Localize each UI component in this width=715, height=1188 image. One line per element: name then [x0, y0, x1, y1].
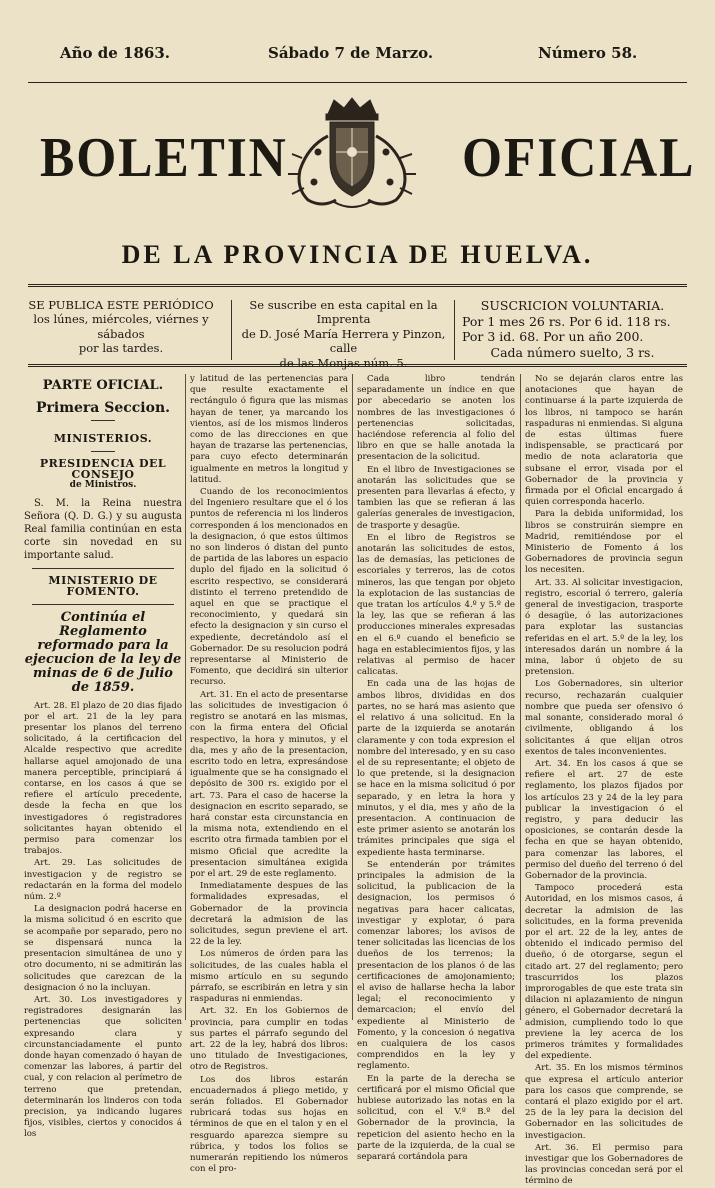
- divider: [454, 300, 455, 360]
- info-line: SUSCRICION VOLUNTARIA.: [480, 298, 665, 313]
- info-line: SE PUBLICA ESTE PERIÓDICO: [28, 298, 214, 312]
- column-3: [357, 374, 515, 1163]
- paragraph: Art. 30. Los investigadores y registradores designarán las pertenencias que soliciten expresando clara y circunstanciadamente el punto donde hayan comenzado ó hayan de comenzar las labores, á partir del cual, y con relacion al perímetro de terreno que pretendan, determinarán los linderos con toda precision, ya indicando lugares fijos, visibles, ciertos y conocidos á los: [24, 994, 182, 1140]
- info-line: de las Monjas núm. 5.: [279, 355, 408, 370]
- paragraph: Art. 29. Las solicitudes de investigacion y de registro se redactarán en la forma del modelo núm. 2.º: [24, 858, 182, 903]
- paragraph: Art. 33. Al solicitar investigacion, registro, escorial ó terrero, galería general de investigacion, trasporte ó desagüe, ó las autorizaciones para explotar las sustancias referidas en el art. 5.º de la ley, los interesados darán un nombre á la mina, labor ú objeto de su pretension.: [525, 577, 683, 678]
- column-divider: [520, 374, 521, 1020]
- paragraph: Los Gobernadores, sin ulterior recurso, rechazarán cualquier nombre que pueda ser ofensivo ó mal sonante, considerado moral ó civilmente, obligando á los solicitantes á que elijan otros exentos de tales inconvenientes.: [525, 679, 683, 757]
- title-left: BOLETIN: [40, 127, 288, 189]
- ministros-subheading: de Ministros.: [69, 480, 137, 491]
- paragraph: Los números de órden para las solicitudes, de las cuales habla el mismo artículo en su segundo párrafo, se escribirán en letra y sin raspaduras ni enmiendas.: [190, 949, 348, 1005]
- paragraph: Tampoco procederá esta Autoridad, en los mismos casos, á decretar la admision de las solicitudes, en la forma prevenida por el art. 22 de la ley, antes de obtenido el indicado permiso del dueño, ó de otorgarse, segun el citado art. 27 del reglamento; pero trascurridos los plazos improrogables de que este trata sin dilacion ni aplazamiento de ningun género, el Gobernador decretará la admision, cumpliendo todo lo que previene la ley acerca de los primeros trámites y formalidades del expediente.: [525, 883, 683, 1062]
- info-line: Por 3 id. 68. Por un año 200.: [462, 329, 644, 345]
- paragraph: No se dejarán claros entre las anotaciones que hayan de continuarse á la parte izquierda de los libros, ni tampoco se harán raspaduras ni enmiendas. Si alguna de estas últimas fuere indispensable, se practicará por medio de nota aclaratoria que subsane el error, visada por el Gobernador de la provincia y firmada por el Oficial encargado á quien corresponda hacerlo.: [525, 374, 683, 508]
- paragraph: En cada una de las hojas de ambos libros, divididas en dos partes, no se hará mas asiento que el relativo á una solicitud. En la parte de la izquierda se anotarán claramente y con toda expresion el nombre del interesado, y en su caso el de su representante; el objeto de lo que pretende, si la designacion se hace en la misma solicitud ó por separado, y en letra la hora y minutos, y el dia, mes y año de la presentacion. A continuacion de este primer asiento se anotarán los trámites principales que siga el expediente hasta terminarse.: [357, 679, 515, 858]
- section-heading: PARTE OFICIAL.: [42, 378, 164, 393]
- paragraph: En la parte de la derecha se certificará por el mismo Oficial que hubiese autorizado las notas en la solicitud, con el V.º B.º del Gobernador de la provincia, la repeticion del asiento hecho en la parte de la izquierda, de la cual se separará cortándola para: [357, 1073, 515, 1163]
- ministerios-heading: MINISTERIOS.: [53, 432, 153, 446]
- column-2: [190, 374, 348, 1175]
- info-line: Se suscribe en esta capital en la Imprenta: [249, 298, 438, 327]
- header-bottom-rule: [28, 364, 687, 367]
- title-right: OFICIAL: [462, 127, 696, 189]
- divider: [32, 604, 174, 605]
- column-4: [525, 374, 683, 1187]
- paragraph: Art. 32. En los Gobiernos de provincia, para cumplir en todas sus partes el párrafo segundo del art. 22 de la ley, habrá dos libros: uno titulado de Investigaciones, otro de Registros.: [190, 1006, 348, 1073]
- subtitle: DE LA PROVINCIA DE HUELVA.: [121, 240, 594, 269]
- divider: [91, 451, 115, 452]
- paragraph: Inmediatamente despues de las formalidades expresadas, el Gobernador de la provincia decretará la admision de las solicitudes, segun previene el art. 22 de la ley.: [190, 881, 348, 948]
- column-divider: [352, 374, 353, 1020]
- paragraph: Art. 34. En los casos á que se refiere el art. 27 de este reglamento, los plazos fijados por los artículos 23 y 24 de la ley para publicar la investigacion ó el registro, y para deducir las oposiciones, se contarán desde la fecha en que se hayan obtenido, para comenzar las labores, el permiso del dueño del terreno ó del Gobernador de la provincia.: [525, 758, 683, 881]
- paragraph: Art. 31. En el acto de presentarse las solicitudes de investigacion ó registro se anotará en las mismas, con la firma entera del Oficial respectivo, la hora y minutos, y el dia, mes y año de la presentacion, escrito todo en letra, expresándose igualmente que se ha consignado el depósito de 300 rs. exigido por el art. 73. Para el caso de hacerse la designacion en escrito separado, se hará constar esta circunstancia en la misma nota, extendiendo en el escrito otra firmada tambien por el mismo Oficial que acredite la presentacion simultánea exigida por el art. 29 de este reglamento.: [190, 689, 348, 879]
- top-rule: [28, 82, 687, 83]
- divider: [231, 300, 232, 360]
- info-line: Cada número suelto, 3 rs.: [490, 344, 655, 360]
- info-line: los lúnes, miércoles, viérnes y sábados: [33, 312, 209, 341]
- info-line: por las tardes.: [78, 341, 164, 356]
- paragraph: Los dos libros estarán encuadernados á pliego metido, y serán foliados. El Gobernador rubricará todas sus hojas en términos de que en el talon y en el resguardo aparezca siempre su rúbrica, y todos los folios se numerarán repitiendo los números con el pro-: [190, 1074, 348, 1175]
- year-label: Año de 1863.: [60, 44, 170, 62]
- issue-number: Número 58.: [538, 44, 638, 62]
- paragraph: Art. 36. El permiso para investigar que los Gobernadores de las provincias concedan será por el término de: [525, 1142, 683, 1187]
- column-1: [24, 374, 182, 1140]
- paragraph: Art. 35. En los mismos términos que expresa el artículo anterior para los casos que comprende, se contará el plazo exigido por el art. 25 de la ley para la decision del Gobernador en las solicitudes de investigacion.: [525, 1063, 683, 1141]
- info-line: de D. José María Herrera y Pinzon, calle: [241, 326, 446, 356]
- presidencia-heading: PRESIDENCIA DEL CONSEJO: [39, 456, 167, 481]
- date-label: Sábado 7 de Marzo.: [268, 44, 434, 62]
- column-divider: [185, 374, 186, 1020]
- masthead-topline: [0, 44, 715, 66]
- paragraph: Cuando de los reconocimientos del Ingeniero resultare que el ó los puntos de referencia ni los linderos corresponden á los mencionados en la designacion, ó que estos últimos no son linderos ó distan del punto de partida de las labores un espacio duplo del fijado en la solicitud ó escrito respectivo, se considerará distinto el terreno pretendido de aquel en que se practique el reconocimiento, y quedará sin efecto la designacion y sin curso el expediente, decretándolo así el Gobernador. De su resolucion podrá representarse al Ministerio de Fomento, que decidirá sin ulterior recurso.: [190, 487, 348, 688]
- paragraph: Cada libro tendrán separadamente un índice en que por abecedario se anoten los nombres de las investigaciones ó pertenencias solicitadas, haciéndose referencia al folio del libro en que se halle anotada la presentacion de la solicitud.: [357, 374, 515, 463]
- divider: [32, 568, 174, 569]
- masthead-double-rule: [28, 284, 687, 287]
- section-title: Primera Seccion.: [35, 400, 171, 417]
- publication-info: [14, 298, 228, 362]
- divider: [91, 420, 115, 421]
- paragraph: En el libro de Investigaciones se anotarán las solicitudes que se presenten para llevarlas á efecto, y tambien las que se refieran á las galerías generales de investigacion, de trasporte y desagüe.: [357, 464, 515, 531]
- subscription-prices: [458, 298, 683, 362]
- subscription-place: [236, 298, 451, 370]
- info-line: Por 1 mes 26 rs. Por 6 id. 118 rs.: [462, 313, 671, 329]
- paragraph: y latitud de las pertenencias para que resulte exactamente el rectángulo ó figura que las mismas hayan de tener, ya marcando los vientos, así de los mismos linderos como de las direcciones en que hayan de trazarse las pertenencias, para cuyo efecto determinarán igualmente en metros la longitud y latitud.: [190, 374, 348, 485]
- continua-heading: Continúa el Reglamento reformado para la ejecucion de la ley de minas de 6 de Julio de 1859.: [24, 609, 182, 695]
- paragraph: La designacion podrá hacerse en la misma solicitud ó en escrito que se acompañe por separado, pero no se dispensará nunca la presentacion simultánea de uno y otro documento, ni se admitirán las solicitudes que carezcan de la designacion ó no la incluyan.: [24, 904, 182, 993]
- coat-of-arms-icon: [278, 96, 426, 214]
- paragraph: En el libro de Registros se anotarán las solicitudes de estos, las de demasías, las peticiones de escoriales y terreros, las de cotos mineros, las que tengan por objeto la explotacion de las sustancias de que tratan los artículos 4.º y 5.º de la ley, las que se refieran á las producciones minerales expresadas en el 6.º cuando el beneficio se haga en establecimientos fijos, y las relativas al permiso de hacer calicatas.: [357, 532, 515, 678]
- paragraph: Se entenderán por trámites principales la admision de la solicitud, la publicacion de la designacion, los permisos ó negativas para hacer calicatas, investigar y explotar, ó para comenzar labores; los avisos de tener solicitadas las licencias de los dueños de los terrenos; la presentacion de los planos ó de las certificaciones de amojonamiento; el aviso de hallarse hecha la labor legal; el reconocimiento y demarcacion; el envío del expediente al Ministerio de Fomento, y la concesion ó negativa en cualquiera de los casos comprendidos en la ley y reglamento.: [357, 859, 515, 1072]
- fomento-heading: MINISTERIO DE FOMENTO.: [48, 574, 158, 599]
- paragraph: Para la debida uniformidad, los libros se construirán siempre en Madrid, remitiéndose por el Ministerio de Fomento á los Gobernadores de provincia segun los necesiten.: [525, 509, 683, 576]
- paragraph: S. M. la Reina nuestra Señora (Q. D. G.) y su augusta Real familia continúan en esta corte sin novedad en su importante salud.: [24, 498, 182, 562]
- paragraph: Art. 28. El plazo de 20 dias fijado por el art. 21 de la ley para presentar los planos del terreno solicitado, á la certificacion del Alcalde respectivo que acredite hallarse aquel amojonado de una manera perceptible, principiará á contarse, en los casos á que se refiere el artículo precedente, desde la fecha en que los investigadores ó registradores solicitantes hayan obtenido el permiso para comenzar los trabajos.: [24, 700, 182, 857]
